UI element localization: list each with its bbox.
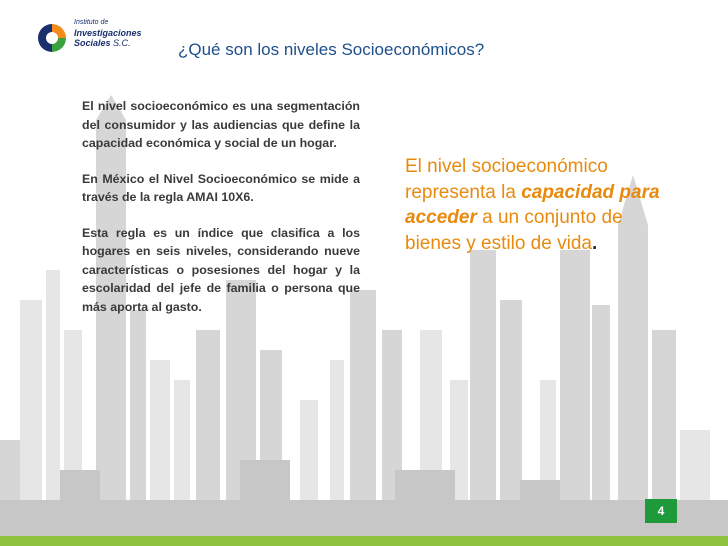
- slide-title: ¿Qué son los niveles Socioeconómicos?: [178, 40, 485, 59]
- paragraph-rule-description: Esta regla es un índice que clasifica a los hogares en seis niveles, considerando nueve características o posesiones del hogar y la escolaridad del jefe de familia o persona que más aporta al gasto.: [82, 225, 360, 314]
- logo-swirl-icon: [36, 22, 68, 54]
- page-number-badge: 4: [645, 499, 677, 523]
- paragraph-amai-rule: En México el Nivel Socioeconómico se mide a través de la regla AMAI 10X6.: [82, 171, 360, 204]
- logo-line3-suffix: S.C.: [110, 38, 131, 48]
- logo-line1: Instituto de: [74, 19, 109, 26]
- logo: [36, 16, 156, 60]
- logo-line3-main: Sociales: [74, 38, 111, 48]
- paragraph-definition: El nivel socioeconómico es una segmentación del consumidor y las audiencias que define la capacidad económica y social de un hogar.: [82, 99, 360, 150]
- logo-line3: [74, 38, 142, 48]
- highlight-end: .: [591, 232, 598, 254]
- body-text-column: [82, 97, 360, 333]
- logo-line2: Investigaciones: [74, 28, 142, 38]
- highlight-part2: a un conjunto de bienes y estilo de vida: [405, 207, 623, 254]
- highlight-part1: El nivel socioeconómico representa la: [405, 156, 608, 203]
- logo-wordmark: [74, 18, 142, 48]
- highlight-emphasis: capacidad para acceder: [405, 181, 660, 228]
- highlight-statement: [405, 154, 675, 256]
